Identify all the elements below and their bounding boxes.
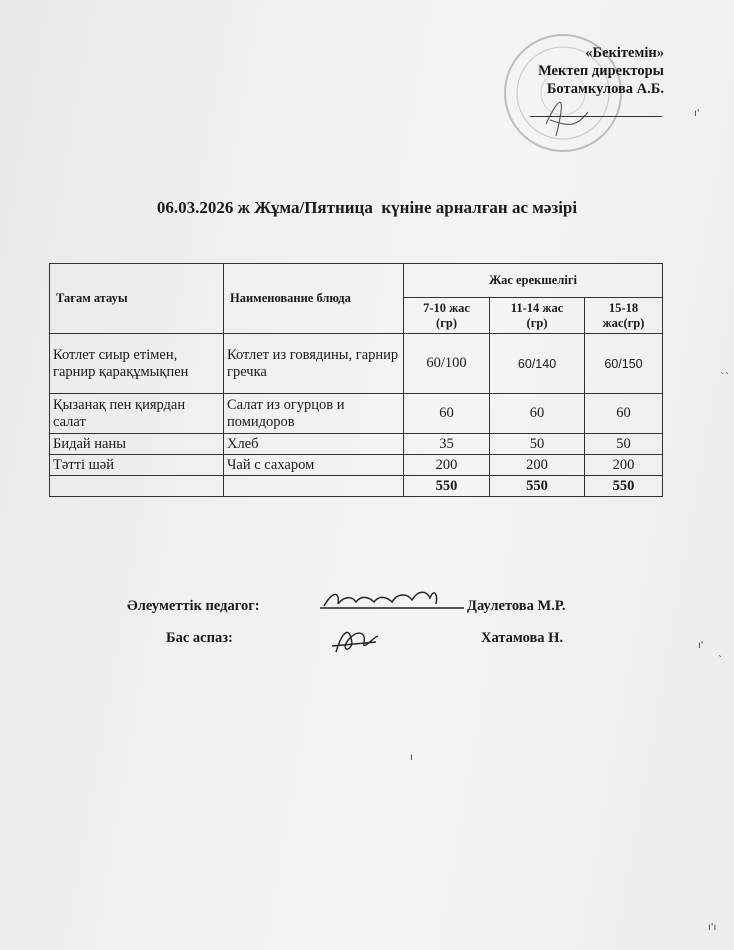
header-age-3: 15-18 жас(гр): [585, 298, 663, 334]
portion-7-10: 60: [404, 394, 490, 434]
total-7-10: 550: [404, 476, 490, 497]
totals-empty-ru: [224, 476, 404, 497]
dish-ru: Котлет из говядины, гарнир гречка: [224, 334, 404, 394]
cook-name: Хатамова Н.: [481, 630, 564, 646]
header-age-group: Жас ерекшелігі: [404, 264, 663, 298]
dish-kz: Бидай наны: [50, 434, 224, 455]
portion-11-14: 200: [490, 455, 585, 476]
total-11-14: 550: [490, 476, 585, 497]
approval-signature-line: [530, 116, 662, 117]
header-dish-ru: Наименование блюда: [224, 264, 404, 334]
dish-ru: Салат из огурцов и помидоров: [224, 394, 404, 434]
margin-mark: ı': [694, 108, 700, 119]
portion-11-14: 60/140: [490, 334, 585, 394]
header-age-1: 7-10 жас (гр): [404, 298, 490, 334]
portion-15-18: 60/150: [585, 334, 663, 394]
pedagog-signature: [318, 584, 468, 620]
table-row: [50, 394, 663, 434]
margin-mark: ı': [698, 640, 704, 651]
total-15-18: 550: [585, 476, 663, 497]
margin-mark: ı: [410, 752, 413, 763]
cook-label: Бас аспаз:: [166, 630, 233, 646]
margin-mark: ˋˋ: [720, 372, 730, 383]
table-row: [50, 334, 663, 394]
dish-kz: Тәтті шәй: [50, 455, 224, 476]
menu-table: [49, 263, 663, 497]
margin-mark: ˋ: [718, 655, 723, 666]
dish-ru: Чай с сахаром: [224, 455, 404, 476]
portion-7-10: 35: [404, 434, 490, 455]
approval-position: Мектеп директоры: [538, 63, 664, 79]
dish-ru: Хлеб: [224, 434, 404, 455]
portion-11-14: 60: [490, 394, 585, 434]
page-title: 06.03.2026 ж Жұма/Пятница күніне арналған ас мәзірі: [156, 198, 578, 217]
portion-15-18: 200: [585, 455, 663, 476]
portion-15-18: 50: [585, 434, 663, 455]
table-row: [50, 455, 663, 476]
portion-11-14: 50: [490, 434, 585, 455]
portion-7-10: 60/100: [404, 334, 490, 394]
table-row: [50, 434, 663, 455]
portion-15-18: 60: [585, 394, 663, 434]
pedagog-label: Әлеуметтік педагог:: [127, 598, 260, 614]
portion-7-10: 200: [404, 455, 490, 476]
margin-mark: ı'ı: [708, 922, 717, 933]
totals-empty-kz: [50, 476, 224, 497]
header-dish-kz: Тағам атауы: [50, 264, 224, 334]
dish-kz: Котлет сиыр етімен, гарнир қарақұмықпен: [50, 334, 224, 394]
totals-row: [50, 476, 663, 497]
approval-heading: «Бекітемін»: [585, 45, 664, 61]
approval-director-name: Ботамкулова А.Б.: [546, 81, 664, 97]
header-age-2: 11-14 жас (гр): [490, 298, 585, 334]
pedagog-name: Даулетова М.Р.: [467, 598, 566, 614]
dish-kz: Қызанақ пен қиярдан салат: [50, 394, 224, 434]
approval-block: [538, 44, 664, 98]
cook-signature: [328, 618, 384, 662]
